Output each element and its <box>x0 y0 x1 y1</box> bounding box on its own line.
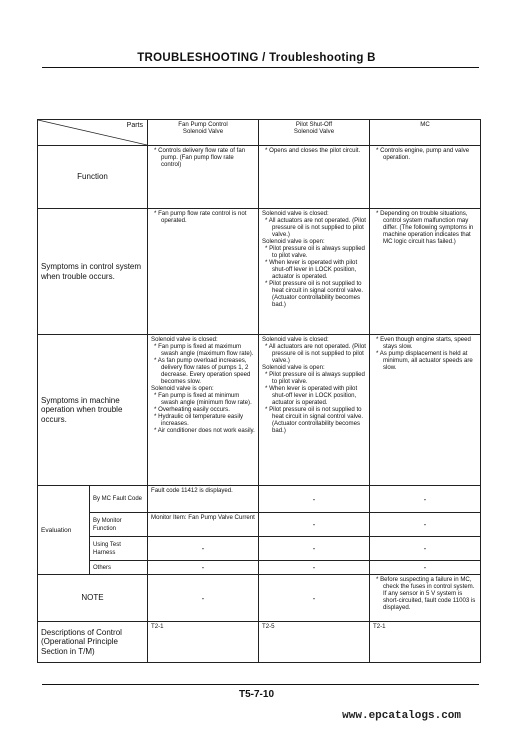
column-title: MC <box>420 121 430 128</box>
desc-pilot: T2-5 <box>259 622 370 663</box>
eval-pilot: - <box>259 486 370 513</box>
condition-heading: Solenoid valve is open: <box>151 385 214 392</box>
condition-heading: Solenoid valve is closed: <box>151 336 218 343</box>
eval-method: By Monitor Function <box>90 513 148 537</box>
eval-fan: Monitor Item: Fan Pump Valve Current <box>148 513 259 537</box>
cell-function-pilot <box>259 146 370 209</box>
bullet-item: * Opens and closes the pilot circuit. <box>272 147 366 154</box>
eval-pilot: - <box>259 513 370 537</box>
eval-mc: - <box>370 537 481 561</box>
column-title: Pilot Shut-Off Solenoid Valve <box>293 121 335 135</box>
eval-method: By MC Fault Code <box>90 486 148 513</box>
desc-mc: T2-1 <box>370 622 481 663</box>
bullet-item: * Overheating easily occurs. <box>161 406 255 413</box>
footer-rule <box>42 684 479 685</box>
bullet-item: * As pump displacement is held at minimum, all actuator speeds are slow. <box>383 350 477 371</box>
row-label-descriptions: Descriptions of Control (Operational Principle Section in T/M) <box>38 622 148 663</box>
watermark-text: www.epcatalogs.com <box>342 710 461 722</box>
row-label-control-symptoms: Symptoms in control system when trouble occurs. <box>38 209 148 335</box>
row-machine-symptoms <box>38 335 481 486</box>
eval-pilot: - <box>259 561 370 575</box>
row-label-evaluation: Evaluation <box>38 486 90 575</box>
parts-corner-cell <box>38 120 148 146</box>
row-control-symptoms <box>38 209 481 335</box>
row-label-function: Function <box>38 146 148 209</box>
bullet-item: * Pilot pressure oil is not supplied to heat circuit in signal control valve. (Actuator controllability becomes bad.) <box>272 280 366 308</box>
condition-heading: Solenoid valve is open: <box>262 364 325 371</box>
cell-machine-pilot <box>259 335 370 486</box>
column-header-mc <box>370 120 481 146</box>
cell-function-mc <box>370 146 481 209</box>
bullet-item: * Even though engine starts, speed stays slow. <box>383 336 477 350</box>
row-descriptions <box>38 622 481 663</box>
column-title: Fan Pump Control Solenoid Valve <box>178 121 228 135</box>
note-pilot: - <box>259 575 370 622</box>
troubleshooting-table <box>37 119 481 663</box>
cell-control-fan <box>148 209 259 335</box>
bullet-item: * Pilot pressure oil is not supplied to heat circuit in signal control valve. (Actuator controllability becomes bad.) <box>272 406 366 434</box>
bullet-item: * Pilot pressure oil is always supplied to pilot valve. <box>272 371 366 385</box>
bullet-item: * Hydraulic oil temperature easily increases. <box>161 413 255 427</box>
eval-mc: - <box>370 561 481 575</box>
bullet-item: * Fan pump flow rate control is not operated. <box>161 210 255 224</box>
eval-fan: - <box>148 561 259 575</box>
bullet-item: * As fan pump overload increases, delivery flow rates of pumps 1, 2 decrease. Every operation speed becomes slow. <box>161 357 255 385</box>
row-eval-test-harness <box>38 537 481 561</box>
eval-fan: - <box>148 537 259 561</box>
bullet-item: * Pilot pressure oil is always supplied to pilot valve. <box>272 245 366 259</box>
row-label-note: NOTE <box>38 575 148 622</box>
bullet-item: * Controls engine, pump and valve operation. <box>383 147 477 161</box>
bullet-item: * Air conditioner does not work easily. <box>161 427 255 434</box>
bullet-item: * All actuators are not operated. (Pilot pressure oil is not supplied to pilot valve.) <box>272 343 366 364</box>
eval-mc: - <box>370 486 481 513</box>
header-rule <box>42 67 479 68</box>
row-function <box>38 146 481 209</box>
row-note <box>38 575 481 622</box>
eval-pilot: - <box>259 537 370 561</box>
condition-heading: Solenoid valve is closed: <box>262 210 329 217</box>
desc-fan: T2-1 <box>148 622 259 663</box>
cell-control-pilot <box>259 209 370 335</box>
bullet-item: * Depending on trouble situations, control system malfunction may differ. (The following symptoms in machine operation indicates that MC logic circuit has failed.) <box>383 210 477 245</box>
eval-fan: Fault code 11412 is displayed. <box>148 486 259 513</box>
page-header-title: TROUBLESHOOTING / Troubleshooting B <box>137 52 376 64</box>
bullet-item: * Fan pump is fixed at minimum swash angle (minimum flow rate). <box>161 392 255 406</box>
cell-control-mc <box>370 209 481 335</box>
row-eval-others <box>38 561 481 575</box>
cell-function-fan <box>148 146 259 209</box>
column-header-pilot-shutoff <box>259 120 370 146</box>
row-eval-mc-fault <box>38 486 481 513</box>
note-mc <box>370 575 481 622</box>
bullet-item: * Before suspecting a failure in MC, check the fuses in control system. If any sensor in 5 V system is short-circuited, fault code 11003 is displayed. <box>383 576 477 611</box>
bullet-item: * When lever is operated with pilot shut-off lever in LOCK position, actuator is operated. <box>272 259 366 280</box>
condition-heading: Solenoid valve is open: <box>262 238 325 245</box>
bullet-item: * Controls delivery flow rate of fan pump. (Fan pump flow rate control) <box>161 147 255 168</box>
parts-label: Parts <box>126 122 143 129</box>
row-eval-monitor <box>38 513 481 537</box>
eval-method: Using Test Harness <box>90 537 148 561</box>
condition-heading: Solenoid valve is closed: <box>262 336 329 343</box>
bullet-item: * Fan pump is fixed at maximum swash angle (maximum flow rate). <box>161 343 255 357</box>
bullet-item: * When lever is operated with pilot shut-off lever in LOCK position, actuator is operated. <box>272 385 366 406</box>
column-header-fan-pump <box>148 120 259 146</box>
cell-machine-mc <box>370 335 481 486</box>
eval-method: Others <box>90 561 148 575</box>
row-label-machine-symptoms: Symptoms in machine operation when trouble occurs. <box>38 335 148 486</box>
eval-mc: - <box>370 513 481 537</box>
bullet-item: * All actuators are not operated. (Pilot pressure oil is not supplied to pilot valve.) <box>272 217 366 238</box>
note-fan: - <box>148 575 259 622</box>
cell-machine-fan <box>148 335 259 486</box>
page-number: T5-7-10 <box>238 689 274 700</box>
